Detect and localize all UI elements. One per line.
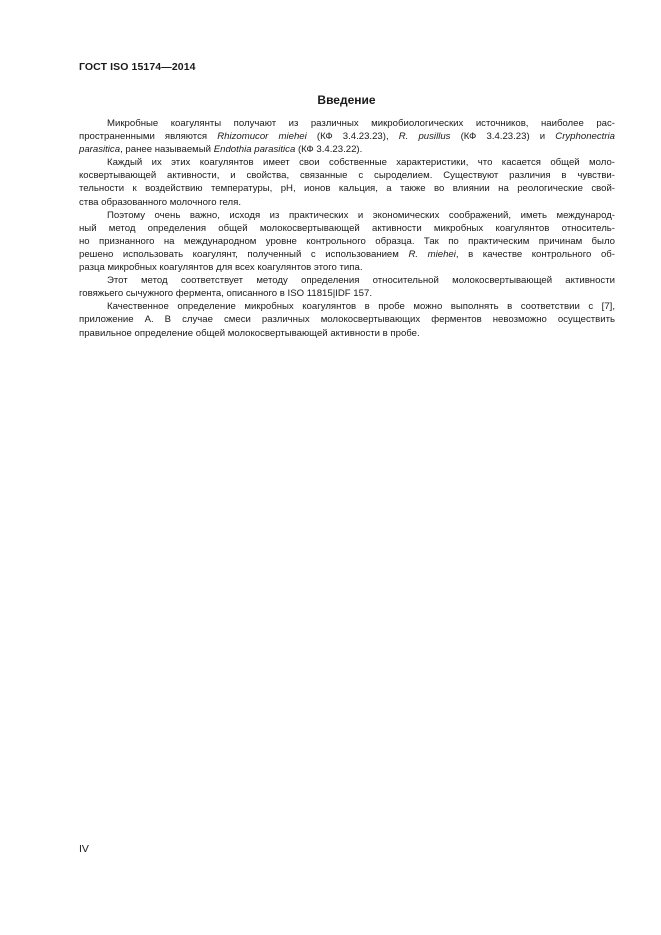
species-name: parasitica (79, 144, 121, 156)
species-name: R. miehei (408, 248, 456, 260)
species-name: Rhizomucor miehei (217, 131, 307, 143)
species-name: Cryphonectria (555, 131, 615, 143)
text-line: тельности к воздействию температуры, pH, ионов кальция, а также во влиянии на реологические свой- (79, 183, 615, 195)
text-run: решено использовать коагулянт, полученный с использованием (79, 248, 409, 260)
paragraph-1 (79, 117, 615, 156)
text-line: Каждый их этих коагулянтов имеет свои собственные характеристики, что касается общей моло- (107, 157, 615, 169)
text-line: ный метод определения общей молокосвертывающей активности микробных коагулянтов относитель- (79, 222, 615, 234)
text-line: Качественное определение микробных коагулянтов в пробе можно выполнять в соответствии с [7], (107, 301, 615, 313)
text-run: , в качестве контрольного об- (455, 248, 615, 260)
paragraph-5 (79, 300, 615, 339)
paragraph-2 (79, 156, 615, 208)
text-line: но признанного на международном уровне контрольного образца. Так по практическим причинам было (79, 235, 615, 247)
text-run: (КФ 3.4.23.23), (306, 131, 399, 143)
text-line: разца микробных коагулянтов для всех коагулянтов этого типа. (79, 262, 363, 274)
text-line: Поэтому очень важно, исходя из практических и экономических соображений, иметь международ- (107, 209, 615, 221)
body-text (79, 117, 615, 340)
text-line (79, 143, 615, 156)
text-run: (КФ 3.4.23.23) и (450, 131, 556, 143)
species-name: R. pusillus (398, 131, 451, 143)
species-name: Endothia parasitica (213, 144, 296, 156)
page-number: IV (79, 843, 89, 855)
text-line: говяжьего сычужного фермента, описанного в ISO 11815|IDF 157. (79, 288, 372, 300)
text-line (79, 248, 615, 261)
text-line (79, 130, 615, 143)
text-line: приложение А. В случае смеси различных молокосвертывающих ферментов невозможно осуществить (79, 314, 615, 326)
text-run: (КФ 3.4.23.22). (295, 144, 363, 156)
text-line: ства образованного молочного геля. (79, 196, 241, 208)
text-run: пространенными являются (79, 131, 218, 143)
paragraph-3 (79, 209, 615, 274)
text-line: правильное определение общей молокосвертывающей активности в пробе. (79, 327, 420, 339)
text-line: Микробные коагулянты получают из различных микробиологических источников, наиболее рас- (107, 118, 615, 129)
text-line: Этот метод соответствует методу определения относительной молокосвертывающей активности (107, 275, 615, 287)
document-header: ГОСТ ISO 15174—2014 (79, 61, 196, 73)
section-title: Введение (317, 93, 376, 107)
text-run: , ранее называемый (120, 144, 214, 156)
text-line: косвертывающей активности, и свойства, связанные с сыроделием. Существуют различия в чувстви- (79, 170, 615, 182)
paragraph-4 (79, 274, 615, 300)
